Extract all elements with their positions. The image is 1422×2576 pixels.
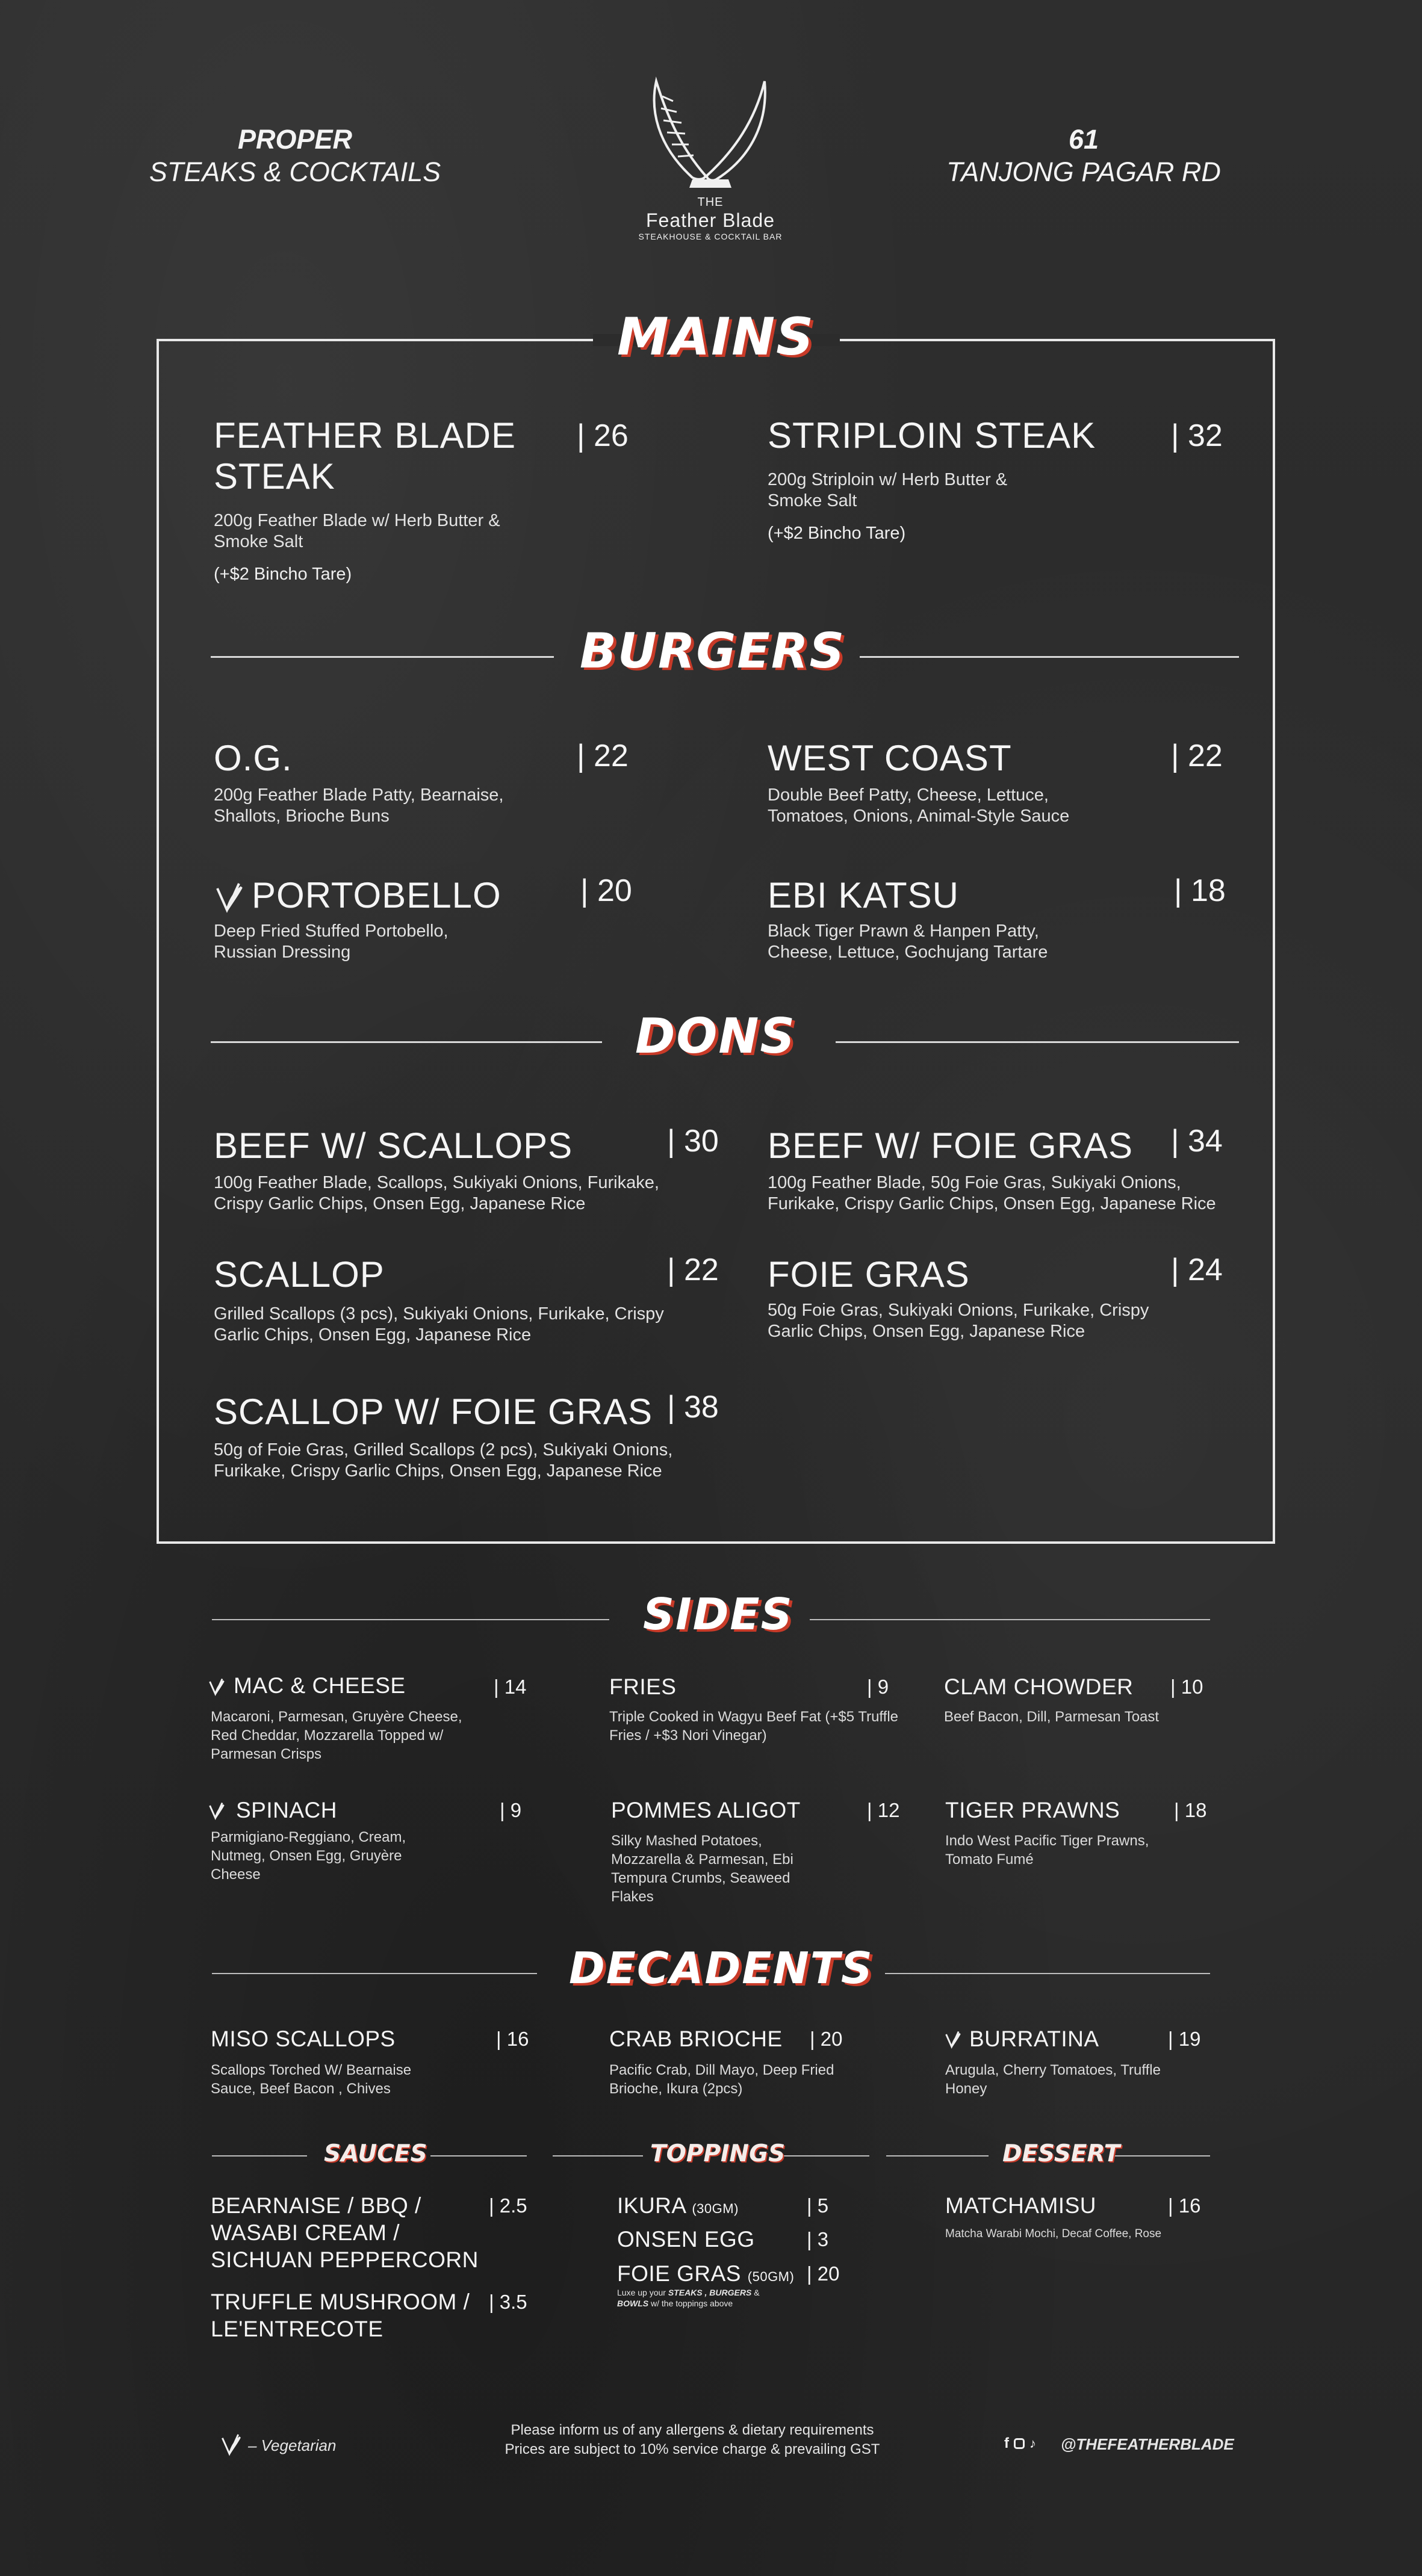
divider-sides-right [810, 1619, 1210, 1620]
item-price-spinach: | 9 [500, 1799, 522, 1821]
divider-sauces-left [212, 2155, 307, 2156]
item-price-foie-gras-topping: | 20 [807, 2262, 840, 2285]
logo [626, 72, 795, 247]
item-price-sauces-premium: | 3.5 [489, 2291, 527, 2313]
item-name-sauces-premium: TRUFFLE MUSHROOM / LE'ENTRECOTE [211, 2290, 470, 2341]
item-name-og: O.G. [214, 738, 293, 778]
item-name-mac-and-cheese: MAC & CHEESE [234, 1673, 406, 1698]
item-desc-crab-brioche: Pacific Crab, Dill Mayo, Deep Fried Brioche, Ikura (2pcs) [609, 2062, 834, 2097]
logo-the: THE [697, 196, 724, 209]
divider-burgers-left [211, 656, 554, 658]
item-desc-spinach: Parmigiano-Reggiano, Cream, Nutmeg, Onsen Egg, Gruyère Cheese [211, 1829, 406, 1883]
item-name-onsen-egg: ONSEN EGG [617, 2227, 755, 2252]
item-price-foie-gras: | 24 [1171, 1252, 1223, 1287]
item-name-fries: FRIES [609, 1674, 677, 1699]
divider-dons-left [211, 1041, 602, 1043]
item-name-spinach: SPINACH [236, 1798, 337, 1822]
item-name-beef-w-scallops: BEEF W/ SCALLOPS [214, 1125, 573, 1166]
item-note-striploin-steak: (+$2 Bincho Tare) [768, 524, 906, 543]
item-price-sauces-basic: | 2.5 [489, 2194, 527, 2217]
item-desc-scallop-w-foie-gras: 50g of Foie Gras, Grilled Scallops (2 pcs), Sukiyaki Onions, Furikake, Crispy Garlic Chips, Onsen Egg, Japanese Rice [214, 1440, 673, 1481]
item-desc-mac-and-cheese: Macaroni, Parmesan, Gruyère Cheese, Red Cheddar, Mozzarella Topped w/ Parmesan Crisps [211, 1709, 462, 1762]
topping-qty: (30GM) [692, 2201, 739, 2216]
item-desc-ebi-katsu: Black Tiger Prawn & Hanpen Patty, Cheese, Lettuce, Gochujang Tartare [768, 921, 1048, 962]
item-price-crab-brioche: | 20 [810, 2028, 843, 2050]
item-name-ebi-katsu: EBI KATSU [768, 875, 959, 915]
item-desc-feather-blade-steak: 200g Feather Blade w/ Herb Butter & Smoke Salt [214, 511, 500, 551]
toppings-note [617, 2287, 792, 2309]
divider-decadents-right [885, 1973, 1210, 1974]
facebook-icon[interactable]: f [1004, 2435, 1009, 2451]
instagram-icon[interactable] [1014, 2438, 1025, 2449]
divider-sauces-right [430, 2155, 527, 2156]
vegetarian-icon [208, 1801, 226, 1823]
divider-sides-left [212, 1619, 609, 1620]
topping-qty: (50GM) [747, 2269, 795, 2284]
section-title-burgers: BURGERS [580, 623, 846, 679]
social-handle[interactable]: @THEFEATHERBLADE [1061, 2435, 1234, 2453]
item-desc-miso-scallops: Scallops Torched W/ Bearnaise Sauce, Beef Bacon , Chives [211, 2062, 412, 2097]
item-price-west-coast: | 22 [1171, 738, 1223, 773]
item-name-beef-w-foie-gras: BEEF W/ FOIE GRAS [768, 1125, 1134, 1166]
item-note-feather-blade-steak: (+$2 Bincho Tare) [214, 565, 352, 584]
item-desc-og: 200g Feather Blade Patty, Bearnaise, Shallots, Brioche Buns [214, 785, 504, 826]
feather-blade-logo-icon [626, 72, 795, 199]
item-price-miso-scallops: | 16 [496, 2028, 529, 2050]
item-name-feather-blade-steak: FEATHER BLADE STEAK [214, 415, 516, 497]
section-title-sauces: SAUCES [324, 2140, 427, 2167]
section-title-sides: SIDES [643, 1589, 793, 1639]
item-name-foie-gras: FOIE GRAS [768, 1254, 970, 1295]
item-price-portobello: | 20 [580, 873, 632, 908]
item-desc-foie-gras: 50g Foie Gras, Sukiyaki Onions, Furikake, Crispy Garlic Chips, Onsen Egg, Japanese Rice [768, 1301, 1149, 1341]
section-title-dessert: DESSERT [1002, 2140, 1120, 2167]
topping-name: FOIE GRAS [617, 2261, 741, 2286]
toppings-note-pre: Luxe up your [617, 2288, 666, 2297]
divider-decadents-left [212, 1973, 537, 1974]
item-price-mac-and-cheese: | 14 [494, 1676, 527, 1698]
item-name-tiger-prawns: TIGER PRAWNS [945, 1798, 1120, 1822]
item-price-tiger-prawns: | 18 [1174, 1799, 1207, 1821]
item-name-striploin-steak: STRIPLOIN STEAK [768, 415, 1096, 456]
item-name-pommes-aligot: POMMES ALIGOT [611, 1798, 801, 1822]
vegetarian-icon [208, 1677, 226, 1699]
item-price-beef-w-scallops: | 30 [667, 1124, 719, 1159]
item-desc-striploin-steak: 200g Striploin w/ Herb Butter & Smoke Salt [768, 470, 1008, 510]
item-name-sauces-basic: BEARNAISE / BBQ / WASABI CREAM / SICHUAN PEPPERCORN [211, 2193, 479, 2272]
item-price-og: | 22 [577, 738, 629, 773]
item-desc-scallop: Grilled Scallops (3 pcs), Sukiyaki Onions, Furikake, Crispy Garlic Chips, Onsen Egg, Japanese Rice [214, 1304, 664, 1345]
header-left-line1: PROPER [237, 124, 353, 155]
header-left-line2: STEAKS & COCKTAILS [149, 156, 441, 187]
vegetarian-icon [944, 2030, 962, 2052]
item-name-burratina: BURRATINA [969, 2026, 1099, 2051]
item-name-scallop: SCALLOP [214, 1254, 385, 1295]
footer-notice-2: Prices are subject to 10% service charge & prevailing GST [505, 2441, 880, 2457]
divider-dessert-right [1111, 2155, 1210, 2156]
item-name-matchamisu: MATCHAMISU [945, 2193, 1096, 2218]
item-desc-clam-chowder: Beef Bacon, Dill, Parmesan Toast [944, 1709, 1160, 1725]
header-right-line1: 61 [1068, 124, 1099, 155]
topping-name: IKURA [617, 2193, 686, 2218]
item-desc-fries: Triple Cooked in Wagyu Beef Fat (+$5 Truffle Fries / +$3 Nori Vinegar) [609, 1709, 899, 1744]
item-price-fries: | 9 [867, 1676, 889, 1698]
divider-dons-right [836, 1041, 1239, 1043]
item-name-crab-brioche: CRAB BRIOCHE [609, 2026, 783, 2051]
item-price-ikura: | 5 [807, 2194, 829, 2217]
vegetarian-icon [214, 880, 245, 917]
item-desc-portobello: Deep Fried Stuffed Portobello, Russian Dressing [214, 921, 449, 962]
item-name-clam-chowder: CLAM CHOWDER [944, 1674, 1134, 1699]
item-desc-beef-w-scallops: 100g Feather Blade, Scallops, Sukiyaki Onions, Furikake, Crispy Garlic Chips, Onsen Egg, Japanese Rice [214, 1173, 659, 1213]
footer-notice-1: Please inform us of any allergens & dietary requirements [511, 2422, 874, 2438]
item-desc-west-coast: Double Beef Patty, Cheese, Lettuce, Tomatoes, Onions, Animal-Style Sauce [768, 785, 1070, 826]
item-desc-burratina: Arugula, Cherry Tomatoes, Truffle Honey [945, 2062, 1161, 2097]
item-price-scallop-w-foie-gras: | 38 [667, 1390, 719, 1425]
toppings-note-bold: STEAKS , BURGERS [668, 2288, 752, 2297]
item-price-feather-blade-steak: | 26 [577, 418, 629, 453]
item-name-ikura [617, 2192, 739, 2222]
toppings-note-post: w/ the toppings above [651, 2299, 733, 2308]
vegetarian-icon [220, 2432, 243, 2460]
item-price-striploin-steak: | 32 [1171, 418, 1223, 453]
item-price-beef-w-foie-gras: | 34 [1171, 1124, 1223, 1159]
item-price-pommes-aligot: | 12 [867, 1799, 900, 1821]
divider-dessert-left [886, 2155, 989, 2156]
divider-toppings-left [553, 2155, 643, 2156]
item-desc-pommes-aligot: Silky Mashed Potatoes, Mozzarella & Parmesan, Ebi Tempura Crumbs, Seaweed Flakes [611, 1833, 793, 1905]
footer-veg-label: – Vegetarian [248, 2436, 337, 2454]
item-price-clam-chowder: | 10 [1170, 1676, 1203, 1698]
section-title-toppings: TOPPINGS [650, 2140, 786, 2167]
section-title-dons: DONS [635, 1008, 796, 1064]
item-price-burratina: | 19 [1168, 2028, 1201, 2050]
item-price-ebi-katsu: | 18 [1174, 873, 1226, 908]
logo-tagline: STEAKHOUSE & COCKTAIL BAR [638, 232, 783, 241]
toppings-note-amp: & [754, 2288, 760, 2297]
item-name-portobello: PORTOBELLO [252, 875, 501, 915]
section-title-decadents: DECADENTS [569, 1943, 874, 1993]
social-icons [1004, 2435, 1036, 2452]
item-desc-matchamisu: Matcha Warabi Mochi, Decaf Coffee, Rose [945, 2228, 1162, 2240]
item-price-scallop: | 22 [667, 1252, 719, 1287]
toppings-note-bold2: BOWLS [617, 2299, 649, 2308]
section-title-mains: MAINS [617, 307, 815, 367]
item-price-matchamisu: | 16 [1168, 2194, 1201, 2217]
divider-burgers-right [860, 656, 1239, 658]
logo-name: Feather Blade [645, 209, 775, 231]
item-desc-beef-w-foie-gras: 100g Feather Blade, 50g Foie Gras, Sukiyaki Onions, Furikake, Crispy Garlic Chips, Onsen Egg, Japanese Rice [768, 1173, 1216, 1213]
header-right-line2: TANJONG PAGAR RD [946, 156, 1221, 187]
item-name-miso-scallops: MISO SCALLOPS [211, 2026, 396, 2051]
header-left [144, 123, 446, 188]
item-desc-tiger-prawns: Indo West Pacific Tiger Prawns, Tomato Fumé [945, 1833, 1149, 1868]
item-name-foie-gras-topping [617, 2260, 794, 2290]
header-right [927, 123, 1240, 188]
item-name-scallop-w-foie-gras: SCALLOP W/ FOIE GRAS [214, 1392, 653, 1432]
divider-toppings-right [779, 2155, 869, 2156]
item-name-west-coast: WEST COAST [768, 738, 1012, 778]
tiktok-icon[interactable]: ♪ [1029, 2436, 1036, 2451]
item-price-onsen-egg: | 3 [807, 2228, 829, 2250]
